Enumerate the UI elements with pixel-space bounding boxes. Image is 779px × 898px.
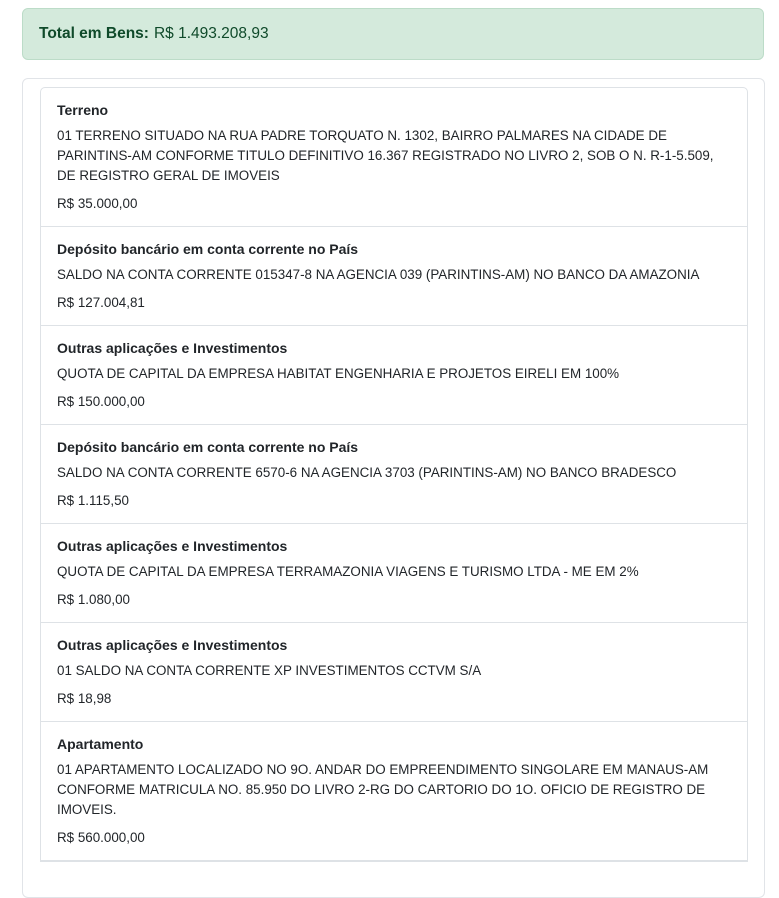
list-item bbox=[41, 623, 747, 722]
bem-valor: R$ 1.080,00 bbox=[57, 592, 130, 607]
bem-tipo: Depósito bancário em conta corrente no País bbox=[57, 241, 359, 257]
bens-list bbox=[40, 87, 748, 862]
bem-tipo: Terreno bbox=[57, 102, 109, 118]
total-bens-value: R$ 1.493.208,93 bbox=[153, 25, 269, 42]
list-item bbox=[41, 227, 747, 326]
total-bens-label: Total em Bens: bbox=[39, 25, 149, 42]
bem-descricao: QUOTA DE CAPITAL DA EMPRESA TERRAMAZONIA VIAGENS E TURISMO LTDA - ME EM 2% bbox=[57, 564, 639, 579]
bem-tipo: Apartamento bbox=[57, 736, 144, 752]
bem-valor: R$ 1.115,50 bbox=[57, 493, 129, 508]
bem-valor: R$ 35.000,00 bbox=[57, 196, 138, 211]
bem-valor: R$ 127.004,81 bbox=[57, 295, 145, 310]
bem-valor: R$ 18,98 bbox=[57, 691, 112, 706]
bem-descricao: SALDO NA CONTA CORRENTE 6570-6 NA AGENCIA 3703 (PARINTINS-AM) NO BANCO BRADESCO bbox=[57, 465, 677, 480]
bem-descricao: SALDO NA CONTA CORRENTE 015347-8 NA AGENCIA 039 (PARINTINS-AM) NO BANCO DA AMAZONIA bbox=[57, 267, 700, 282]
list-item bbox=[41, 88, 747, 227]
bem-descricao: 01 SALDO NA CONTA CORRENTE XP INVESTIMENTOS CCTVM S/A bbox=[57, 663, 482, 678]
bens-card bbox=[22, 78, 765, 898]
bem-valor: R$ 560.000,00 bbox=[57, 830, 145, 845]
bem-descricao: 01 APARTAMENTO LOCALIZADO NO 9O. ANDAR DO EMPREENDIMENTO SINGOLARE EM MANAUS-AM CONFORME MATRICULA NO. 85.950 DO LIVRO 2-RG DO CARTORIO DO 1O. OFICIO DE REGISTRO DE IMOVEIS. bbox=[57, 762, 709, 817]
bem-valor: R$ 150.000,00 bbox=[57, 394, 145, 409]
list-item bbox=[41, 326, 747, 425]
bem-tipo: Outras aplicações e Investimentos bbox=[57, 538, 288, 554]
bem-tipo: Outras aplicações e Investimentos bbox=[57, 637, 288, 653]
bem-tipo: Outras aplicações e Investimentos bbox=[57, 340, 288, 356]
bem-descricao: QUOTA DE CAPITAL DA EMPRESA HABITAT ENGENHARIA E PROJETOS EIRELI EM 100% bbox=[57, 366, 620, 381]
list-item bbox=[41, 722, 747, 861]
bem-tipo: Depósito bancário em conta corrente no País bbox=[57, 439, 359, 455]
list-item bbox=[41, 425, 747, 524]
bem-descricao: 01 TERRENO SITUADO NA RUA PADRE TORQUATO N. 1302, BAIRRO PALMARES NA CIDADE DE PARINTINS-AM CONFORME TITULO DEFINITIVO 16.367 REGISTRADO NO LIVRO 2, SOB O N. R-1-5.509, DE REGISTRO GERAL DE IMOVEIS bbox=[57, 128, 714, 183]
list-item bbox=[41, 524, 747, 623]
total-bens-alert bbox=[22, 8, 764, 60]
